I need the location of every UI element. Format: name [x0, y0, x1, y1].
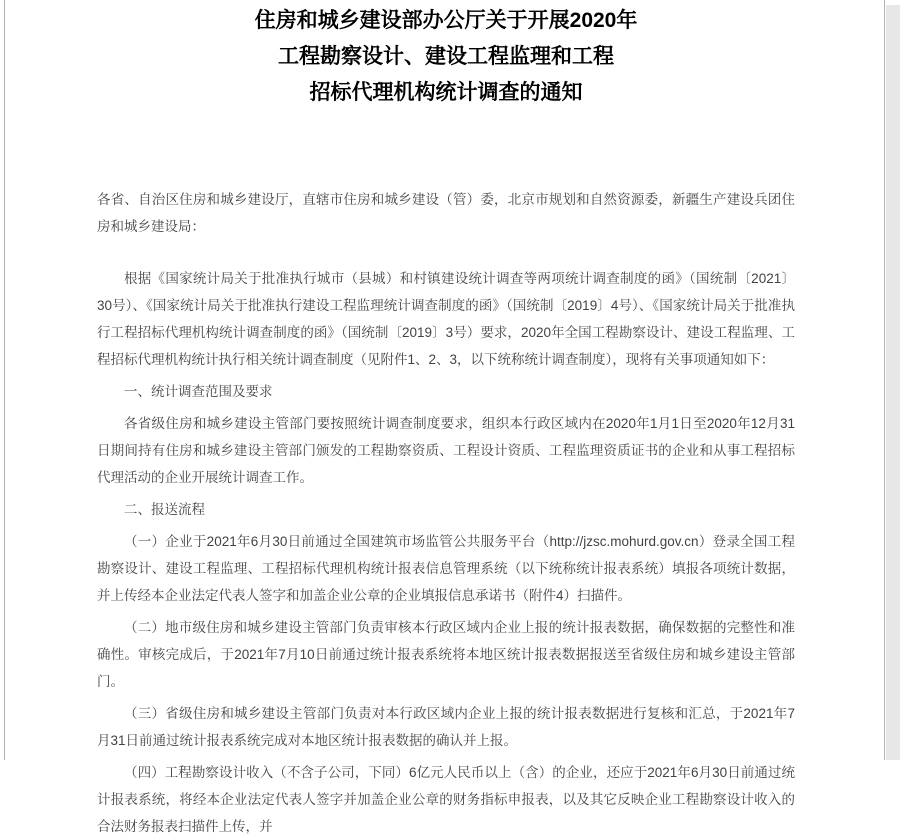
document-page: [4, 0, 885, 834]
title-line-3: 招标代理机构统计调查的通知: [309, 81, 583, 104]
intro-paragraph: 根据《国家统计局关于批准执行城市（县城）和村镇建设统计调查等两项统计调查制度的函》（国统制〔2021〕30号）、《国家统计局关于批准执行建设工程监理统计调查制度的函》（国统制〔2019〕4号）、《国家统计局关于批准执行工程招标代理机构统计调查制度的函》（国统制〔2019〕3号）要求，2020年全国工程勘察设计、建设工程监理、工程招标代理机构统计执行相关统计调查制度（见附件1、2、3，以下统称统计调查制度），现将有关事项通知如下：: [97, 271, 795, 367]
list-item-2-paragraph: （二）地市级住房和城乡建设主管部门负责审核本行政区域内企业上报的统计报表数据，确保数据的完整性和准确性。审核完成后，于2021年7月10日前通过统计报表系统将本地区统计报表数据报送至省级住房和城乡建设主管部门。: [97, 620, 795, 689]
section-heading-1: 一、统计调查范围及要求: [124, 384, 273, 399]
list-item-4-paragraph: （四）工程勘察设计收入（不含子公司，下同）6亿元人民币以上（含）的企业，还应于2021年6月30日前通过统计报表系统，将经本企业法定代表人签字并加盖企业公章的财务指标申报表，以及其它反映企业工程勘察设计收入的合法财务报表扫描件上传，并: [97, 765, 795, 834]
document-body: [97, 186, 795, 840]
salutation-paragraph: 各省、自治区住房和城乡建设厅，直辖市住房和城乡建设（管）委，北京市规划和自然资源委，新疆生产建设兵团住房和城乡建设局：: [97, 192, 795, 234]
section-heading-2: 二、报送流程: [124, 502, 205, 517]
page-shadow: [886, 5, 900, 760]
document-title: [97, 3, 795, 111]
list-item-3-paragraph: （三）省级住房和城乡建设主管部门负责对本行政区域内企业上报的统计报表数据进行复核和汇总，于2021年7月31日前通过统计报表系统完成对本地区统计报表数据的确认并上报。: [97, 706, 795, 748]
title-line-1: 住房和城乡建设部办公厅关于开展2020年: [254, 9, 638, 32]
section-1-paragraph: 各省级住房和城乡建设主管部门要按照统计调查制度要求，组织本行政区域内在2020年1月1日至2020年12月31日期间持有住房和城乡建设主管部门颁发的工程勘察资质、工程设计资质、工程监理资质证书的企业和从事工程招标代理活动的企业开展统计调查工作。: [97, 416, 795, 485]
list-item-1-paragraph: （一）企业于2021年6月30日前通过全国建筑市场监管公共服务平台（http://jzsc.mohurd.gov.cn）登录全国工程勘察设计、建设工程监理、工程招标代理机构统计报表信息管理系统（以下统称统计报表系统）填报各项统计数据，并上传经本企业法定代表人签字和加盖企业公章的企业填报信息承诺书（附件4）扫描件。: [97, 534, 795, 603]
title-line-2: 工程勘察设计、建设工程监理和工程: [278, 45, 614, 68]
